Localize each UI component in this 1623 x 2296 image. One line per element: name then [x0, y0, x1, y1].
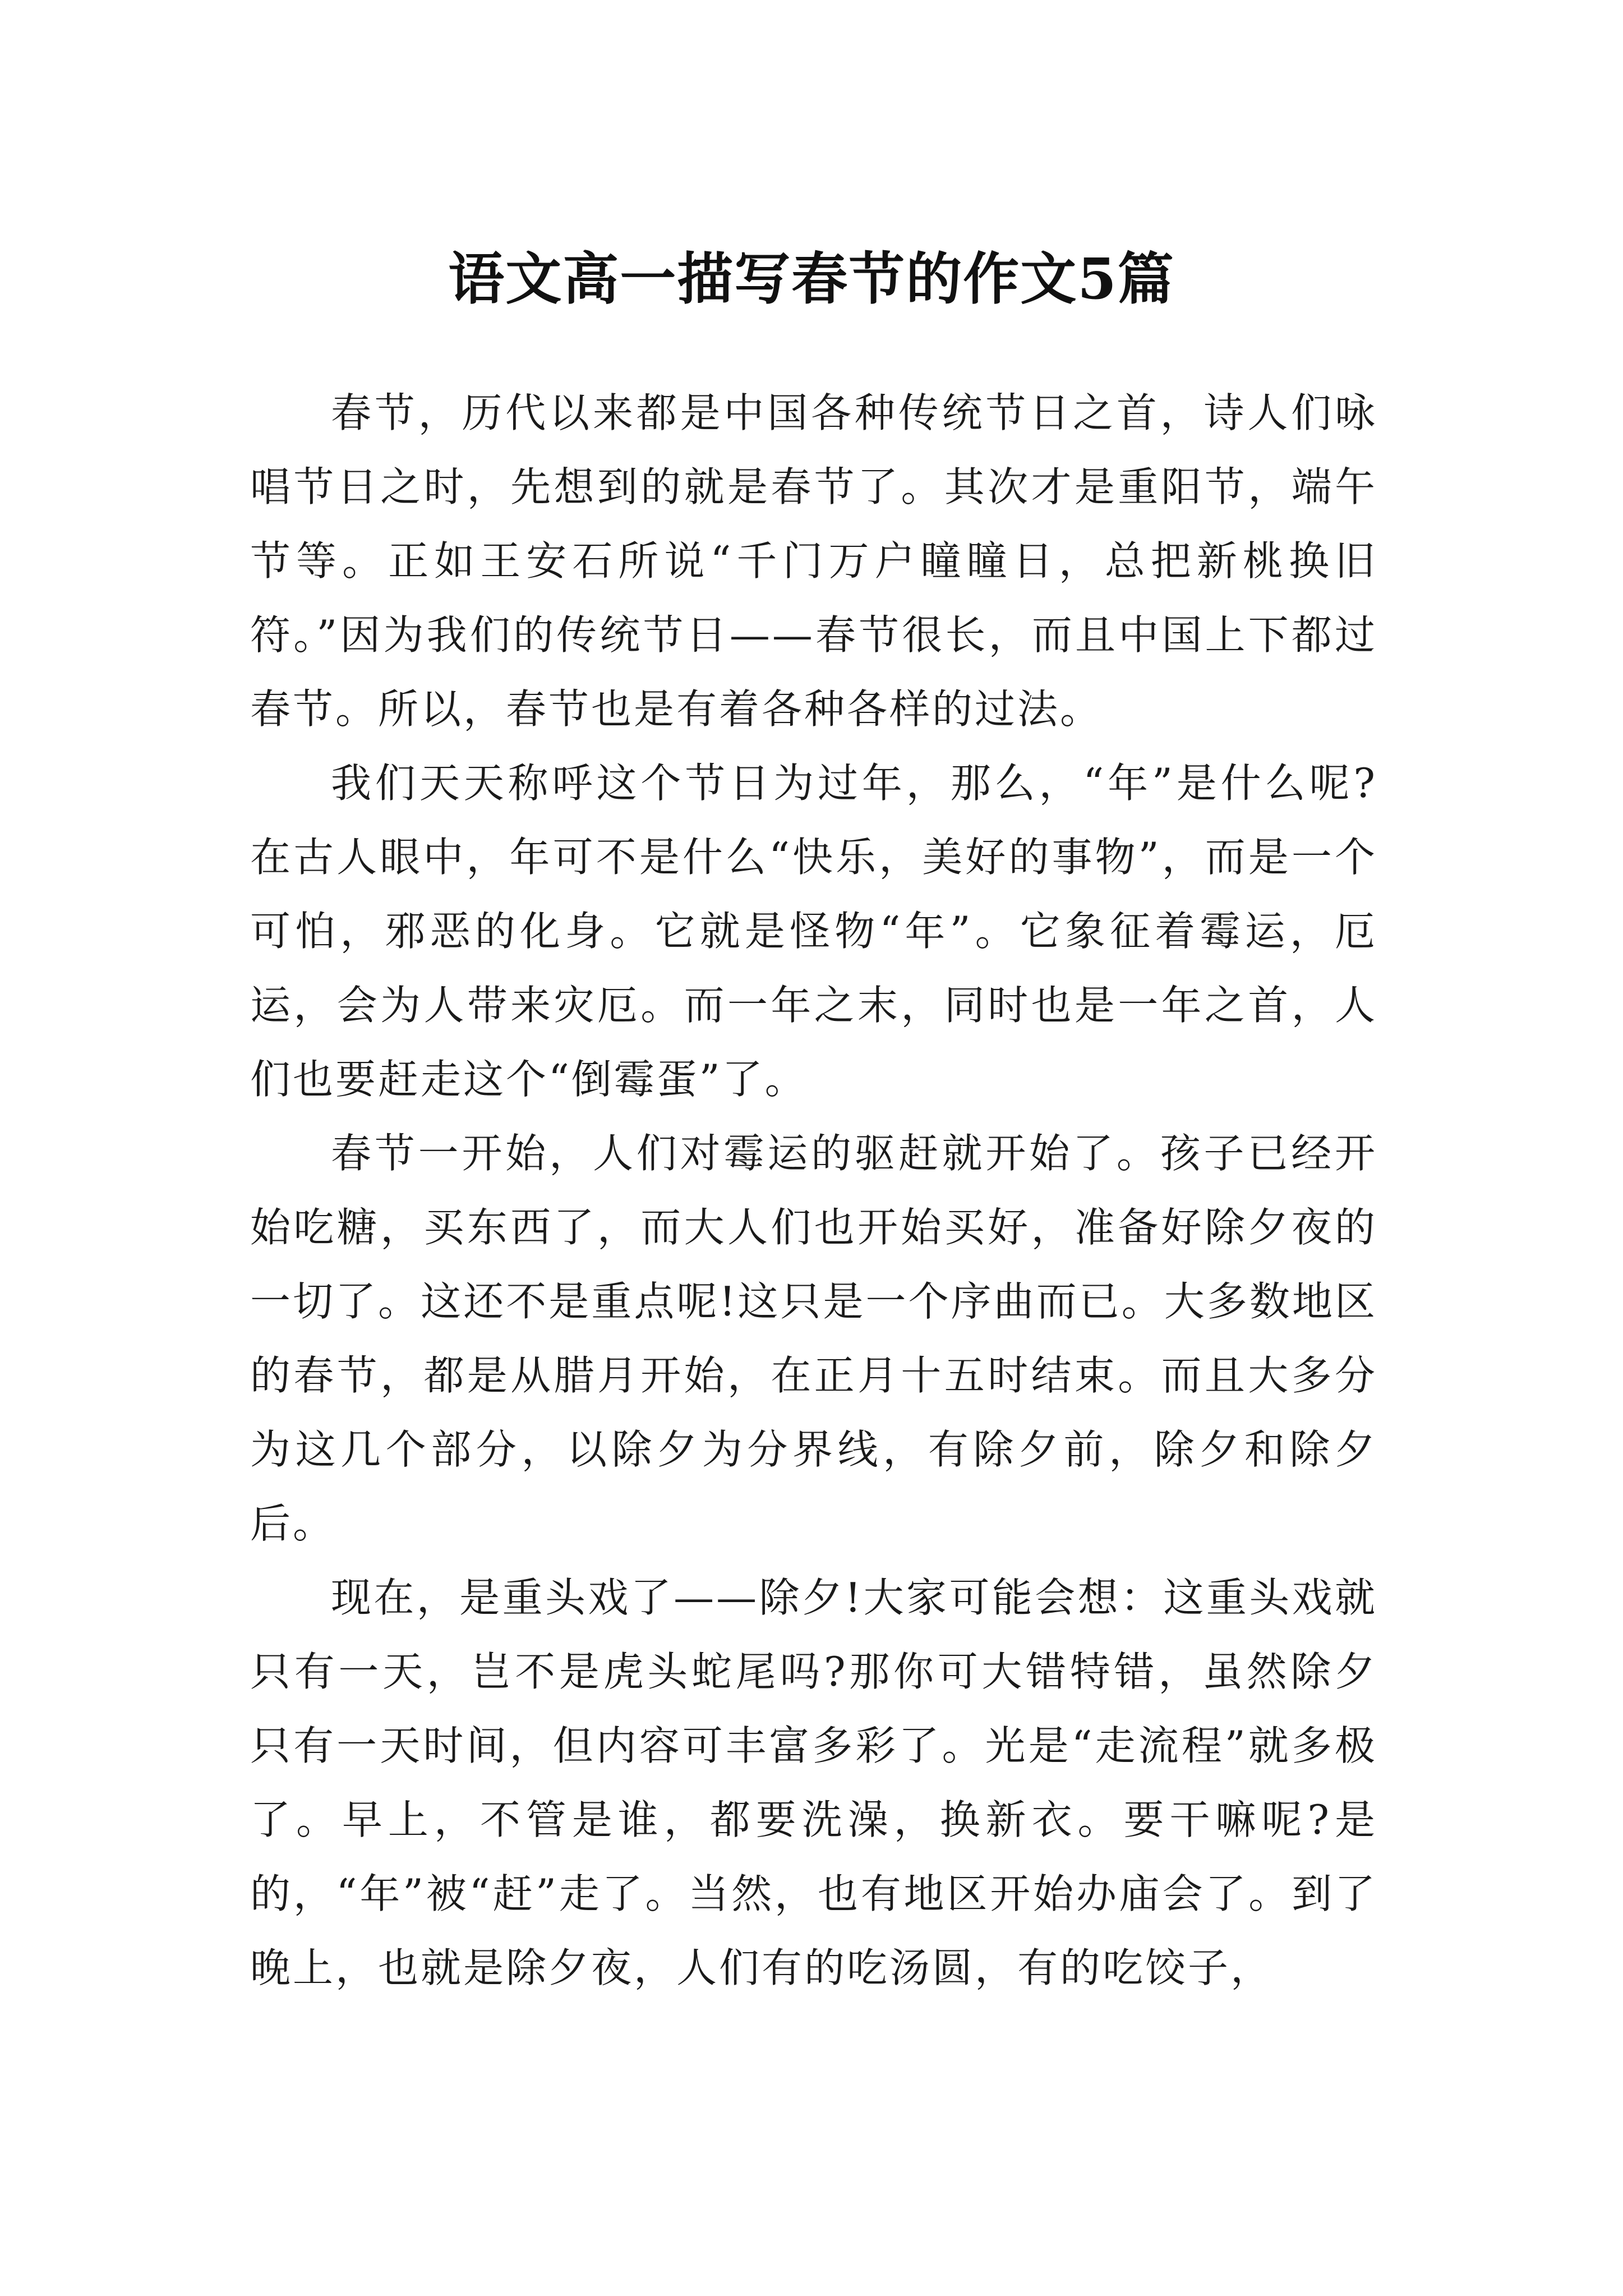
paragraph-4: 现在，是重头戏了——除夕!大家可能会想：这重头戏就只有一天，岂不是虎头蛇尾吗?那你可大错特错，虽然除夕只有一天时间，但内容可丰富多彩了。光是“走流程”就多极了。早上，不管是谁，都要洗澡，换新衣。要干嘛呢?是的，“年”被“赶”走了。当然，也有地区开始办庙会了。到了晚上，也就是除夕夜，人们有的吃汤圆，有的吃饺子， — [250, 1574, 1377, 1991]
paragraph-3: 春节一开始，人们对霉运的驱赶就开始了。孩子已经开始吃糖，买东西了，而大人们也开始买好，准备好除夕夜的一切了。这还不是重点呢!这只是一个序曲而已。大多数地区的春节，都是从腊月开始，在正月十五时结束。而且大多分为这几个部分，以除夕为分界线，有除夕前，除夕和除夕后。 — [250, 1130, 1377, 1547]
document-body — [250, 376, 1377, 2005]
paragraph-2: 我们天天称呼这个节日为过年，那么，“年”是什么呢?在古人眼中，年可不是什么“快乐，美好的事物”，而是一个可怕，邪恶的化身。它就是怪物“年”。它象征着霉运，厄运，会为人带来灾厄。而一年之末，同时也是一年之首，人们也要赶走这个“倒霉蛋”了。 — [250, 760, 1377, 1103]
paragraph-1: 春节，历代以来都是中国各种传统节日之首，诗人们咏唱节日之时，先想到的就是春节了。其次才是重阳节，端午节等。正如王安石所说“千门万户瞳瞳日，总把新桃换旧符。”因为我们的传统节日——春节很长，而且中国上下都过春节。所以，春节也是有着各种各样的过法。 — [250, 389, 1377, 733]
document-title: 语文高一描写春节的作文5篇 — [448, 246, 1175, 312]
